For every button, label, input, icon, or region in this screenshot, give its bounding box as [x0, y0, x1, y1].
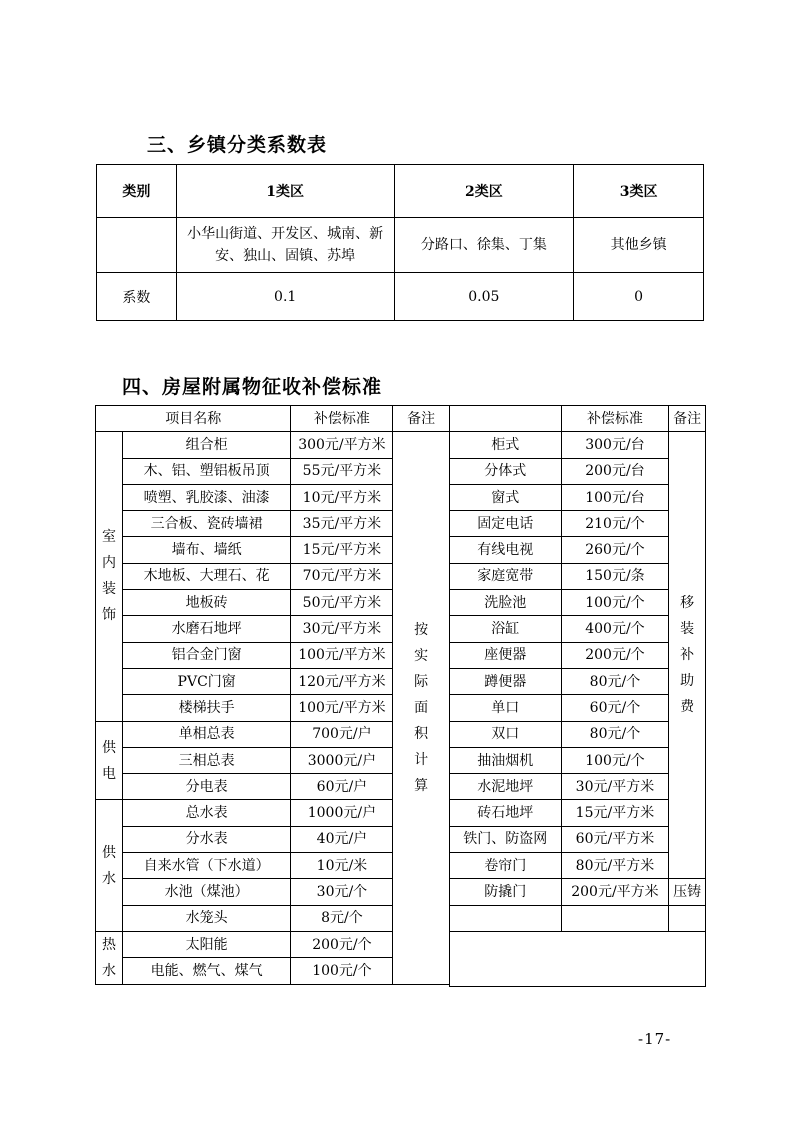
item-name: 抽油烟机 [450, 747, 562, 773]
item-price: 10元/米 [291, 853, 393, 879]
item-name: 单口 [450, 695, 562, 721]
header-zone-2: 2类区 [394, 165, 574, 218]
right-header-row [450, 406, 706, 432]
region-zone-1: 小华山街道、开发区、城南、新安、独山、固镇、苏埠 [176, 218, 394, 273]
item-name: 水池（煤池） [122, 879, 291, 905]
item-name: 分体式 [450, 458, 562, 484]
item-price: 30元/个 [291, 879, 393, 905]
coefficient-zone-1: 0.1 [176, 273, 394, 321]
item-price: 80元/平方米 [561, 853, 669, 879]
item-price: 35元/平方米 [291, 511, 393, 537]
item-price: 100元/个 [561, 747, 669, 773]
item-price: 100元/个 [561, 590, 669, 616]
region-row [97, 218, 704, 273]
item-name: 铁门、防盗网 [450, 826, 562, 852]
table-row [450, 616, 706, 642]
item-name: 电能、燃气、煤气 [122, 958, 291, 985]
item-name: 洗脸池 [450, 590, 562, 616]
item-price: 3000元/户 [291, 747, 393, 773]
table-row [450, 537, 706, 563]
item-name: 木地板、大理石、花 [122, 563, 291, 589]
region-zone-3: 其他乡镇 [574, 218, 704, 273]
item-name: 蹲便器 [450, 668, 562, 694]
empty-cell [561, 905, 669, 931]
table-row [450, 800, 706, 826]
header-zone-3: 3类区 [574, 165, 704, 218]
item-name: 固定电话 [450, 511, 562, 537]
category-label: 供 水 [96, 800, 123, 931]
item-name: 组合柜 [122, 432, 291, 458]
item-name: 单相总表 [122, 721, 291, 747]
item-name: 楼梯扶手 [122, 695, 291, 721]
header-standard: 补偿标准 [291, 406, 393, 432]
item-price: 400元/个 [561, 616, 669, 642]
item-name: 窗式 [450, 484, 562, 510]
table-row [450, 642, 706, 668]
coefficient-table [96, 164, 704, 321]
category-label: 热 水 [96, 931, 123, 984]
item-name: 水笼头 [122, 905, 291, 931]
item-price: 120元/平方米 [291, 668, 393, 694]
category-label: 供 电 [96, 721, 123, 800]
item-price: 60元/户 [291, 774, 393, 800]
table-row [450, 826, 706, 852]
header-note: 备注 [393, 406, 450, 432]
item-name: 浴缸 [450, 616, 562, 642]
item-price: 80元/个 [561, 721, 669, 747]
item-price: 210元/个 [561, 511, 669, 537]
item-price: 40元/户 [291, 826, 393, 852]
item-name: 地板砖 [122, 590, 291, 616]
item-price: 100元/台 [561, 484, 669, 510]
table-row [450, 774, 706, 800]
item-name: 水泥地坪 [450, 774, 562, 800]
item-price: 55元/平方米 [291, 458, 393, 484]
item-price: 80元/个 [561, 668, 669, 694]
coefficient-header-row [97, 165, 704, 218]
item-name: 墙布、墙纸 [122, 537, 291, 563]
compensation-table-left [95, 405, 450, 985]
item-price: 8元/个 [291, 905, 393, 931]
section4-title: 四、房屋附属物征收补偿标准 [122, 376, 383, 398]
table-row [450, 668, 706, 694]
region-label [97, 218, 177, 273]
category-label: 室 内 装 饰 [96, 432, 123, 721]
header-item [450, 406, 562, 432]
item-name: 木、铝、塑铝板吊顶 [122, 458, 291, 484]
item-price: 1000元/户 [291, 800, 393, 826]
item-note: 压铸 [669, 879, 706, 905]
coefficient-zone-2: 0.05 [394, 273, 574, 321]
item-price: 200元/个 [291, 931, 393, 958]
note-label: 移 装 补 助 费 [669, 432, 706, 879]
empty-row [450, 905, 706, 931]
item-price: 60元/平方米 [561, 826, 669, 852]
item-price: 150元/条 [561, 563, 669, 589]
item-name: 总水表 [122, 800, 291, 826]
header-standard: 补偿标准 [561, 406, 669, 432]
table-row [450, 484, 706, 510]
item-price: 200元/台 [561, 458, 669, 484]
item-name: 水磨石地坪 [122, 616, 291, 642]
table-row [450, 458, 706, 484]
region-zone-2: 分路口、徐集、丁集 [394, 218, 574, 273]
compensation-table-right [449, 405, 706, 987]
table-row [450, 853, 706, 879]
item-price: 50元/平方米 [291, 590, 393, 616]
header-note: 备注 [669, 406, 706, 432]
note-label: 按 实 际 面 积 计 算 [393, 432, 450, 985]
section3-title: 三、乡镇分类系数表 [147, 134, 328, 156]
item-price: 260元/个 [561, 537, 669, 563]
item-price: 200元/个 [561, 642, 669, 668]
table-row [450, 721, 706, 747]
item-name: 三相总表 [122, 747, 291, 773]
left-header-row [96, 406, 450, 432]
table-row [450, 590, 706, 616]
item-price: 100元/平方米 [291, 695, 393, 721]
item-price: 15元/平方米 [561, 800, 669, 826]
item-name: 分电表 [122, 774, 291, 800]
item-name: 喷塑、乳胶漆、油漆 [122, 484, 291, 510]
header-category: 类别 [97, 165, 177, 218]
item-price: 100元/个 [291, 958, 393, 985]
coefficient-label: 系数 [97, 273, 177, 321]
empty-cell [450, 931, 706, 986]
table-row [450, 432, 706, 458]
table-row [450, 747, 706, 773]
empty-block [450, 931, 706, 986]
item-price: 30元/平方米 [291, 616, 393, 642]
item-name: 分水表 [122, 826, 291, 852]
item-name: 三合板、瓷砖墙裙 [122, 511, 291, 537]
item-price: 70元/平方米 [291, 563, 393, 589]
item-name: 卷帘门 [450, 853, 562, 879]
table-row [450, 563, 706, 589]
item-name: 家庭宽带 [450, 563, 562, 589]
item-name: 砖石地坪 [450, 800, 562, 826]
header-item: 项目名称 [96, 406, 291, 432]
item-name: 座便器 [450, 642, 562, 668]
item-price: 15元/平方米 [291, 537, 393, 563]
item-name: 柜式 [450, 432, 562, 458]
coefficient-zone-3: 0 [574, 273, 704, 321]
item-price: 200元/平方米 [561, 879, 669, 905]
item-name: 太阳能 [122, 931, 291, 958]
item-price: 30元/平方米 [561, 774, 669, 800]
item-name: 铝合金门窗 [122, 642, 291, 668]
table-row [450, 879, 706, 905]
table-row [450, 511, 706, 537]
coefficient-row [97, 273, 704, 321]
table-row [450, 695, 706, 721]
item-name: 自来水管（下水道） [122, 853, 291, 879]
page-number: -17- [638, 1030, 672, 1048]
item-name: 有线电视 [450, 537, 562, 563]
item-price: 10元/平方米 [291, 484, 393, 510]
item-price: 300元/平方米 [291, 432, 393, 458]
item-name: PVC门窗 [122, 668, 291, 694]
table-row [96, 432, 450, 458]
header-zone-1: 1类区 [176, 165, 394, 218]
empty-cell [450, 905, 562, 931]
item-name: 双口 [450, 721, 562, 747]
item-price: 300元/台 [561, 432, 669, 458]
item-price: 100元/平方米 [291, 642, 393, 668]
item-name: 防撬门 [450, 879, 562, 905]
item-price: 700元/户 [291, 721, 393, 747]
empty-cell [669, 905, 706, 931]
item-price: 60元/个 [561, 695, 669, 721]
